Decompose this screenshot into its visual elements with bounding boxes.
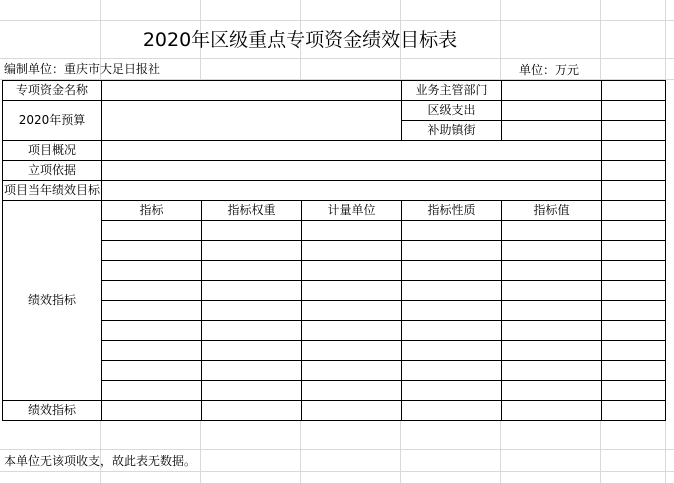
indicator-cell[interactable]	[402, 381, 502, 401]
indicator-cell[interactable]	[302, 321, 402, 341]
indicator-row	[3, 381, 666, 401]
indicator-cell[interactable]	[402, 261, 502, 281]
indicator-cell[interactable]	[402, 241, 502, 261]
indicator-cell[interactable]	[302, 381, 402, 401]
indicator-cell[interactable]	[202, 341, 302, 361]
indicator-cell[interactable]	[602, 341, 666, 361]
indicator-cell[interactable]	[402, 221, 502, 241]
indicator-row	[3, 261, 666, 281]
indicator-cell[interactable]	[302, 241, 402, 261]
indicator-cell[interactable]	[502, 221, 602, 241]
indicator-cell[interactable]	[402, 301, 502, 321]
indicator-cell[interactable]	[402, 341, 502, 361]
indicator-cell[interactable]	[502, 321, 602, 341]
indicator-cell[interactable]	[202, 281, 302, 301]
indicator-cell[interactable]	[402, 321, 502, 341]
indicator-cell[interactable]	[602, 301, 666, 321]
indicator-row	[3, 341, 666, 361]
indicator-cell[interactable]	[202, 381, 302, 401]
table-cell[interactable]	[602, 101, 666, 121]
subsidy-label: 补助镇街	[402, 121, 502, 141]
indicator-bottom-label: 绩效指标	[3, 401, 102, 421]
table-cell[interactable]	[602, 161, 666, 181]
table-cell[interactable]	[602, 141, 666, 161]
table-cell[interactable]	[602, 201, 666, 221]
indicator-row	[3, 301, 666, 321]
indicator-cell[interactable]	[102, 321, 202, 341]
indicator-cell[interactable]	[302, 341, 402, 361]
table-cell[interactable]	[602, 81, 666, 101]
indicator-cell[interactable]	[502, 281, 602, 301]
grid-line	[0, 20, 674, 21]
footer-note: 本单位无该项收支，故此表无数据。	[4, 454, 197, 468]
table-cell[interactable]	[102, 401, 202, 421]
grid-line	[0, 471, 674, 472]
indicator-cell[interactable]	[602, 381, 666, 401]
indicator-cell[interactable]	[202, 361, 302, 381]
overview-label: 项目概况	[3, 141, 102, 161]
performance-target-table	[2, 80, 666, 421]
page-title: 2020年区级重点专项资金绩效目标表	[142, 29, 458, 51]
indicator-cell[interactable]	[602, 241, 666, 261]
indicator-cell[interactable]	[102, 381, 202, 401]
indicator-cell[interactable]	[502, 361, 602, 381]
indicator-cell[interactable]	[202, 241, 302, 261]
indicator-cell[interactable]	[602, 281, 666, 301]
indicator-cell[interactable]	[502, 261, 602, 281]
indicator-header-nature: 指标性质	[402, 201, 502, 221]
indicator-cell[interactable]	[602, 221, 666, 241]
basis-label: 立项依据	[3, 161, 102, 181]
district-expense-value[interactable]	[502, 101, 602, 121]
indicator-cell[interactable]	[202, 261, 302, 281]
grid-line	[0, 449, 674, 450]
fund-name-value[interactable]	[102, 81, 402, 101]
indicator-cell[interactable]	[602, 321, 666, 341]
budget-label: 2020年预算	[3, 101, 102, 141]
dept-label: 业务主管部门	[402, 81, 502, 101]
indicator-header-weight: 指标权重	[202, 201, 302, 221]
indicator-cell[interactable]	[102, 361, 202, 381]
indicator-cell[interactable]	[102, 261, 202, 281]
indicator-cell[interactable]	[302, 361, 402, 381]
indicator-cell[interactable]	[402, 361, 502, 381]
indicator-row	[3, 241, 666, 261]
table-cell[interactable]	[502, 401, 602, 421]
indicator-cell[interactable]	[502, 301, 602, 321]
grid-line	[0, 58, 674, 59]
indicator-cell[interactable]	[202, 321, 302, 341]
indicator-cell[interactable]	[602, 261, 666, 281]
indicator-cell[interactable]	[102, 281, 202, 301]
table-cell[interactable]	[402, 401, 502, 421]
indicator-cell[interactable]	[602, 361, 666, 381]
indicator-header-indicator: 指标	[102, 201, 202, 221]
indicator-cell[interactable]	[502, 341, 602, 361]
indicator-cell[interactable]	[302, 281, 402, 301]
district-expense-label: 区级支出	[402, 101, 502, 121]
indicator-cell[interactable]	[202, 301, 302, 321]
indicator-cell[interactable]	[302, 221, 402, 241]
table-cell[interactable]	[602, 181, 666, 201]
indicator-section-label: 绩效指标	[3, 201, 102, 401]
indicator-cell[interactable]	[502, 241, 602, 261]
goal-value[interactable]	[102, 181, 602, 201]
indicator-header-value: 指标值	[502, 201, 602, 221]
table-cell[interactable]	[202, 401, 302, 421]
currency-unit: 单位：万元	[519, 63, 580, 77]
subsidy-value[interactable]	[502, 121, 602, 141]
budget-value[interactable]	[102, 101, 402, 141]
fund-name-label: 专项资金名称	[3, 81, 102, 101]
indicator-cell[interactable]	[102, 241, 202, 261]
indicator-cell[interactable]	[102, 341, 202, 361]
indicator-cell[interactable]	[202, 221, 302, 241]
indicator-header-unit: 计量单位	[302, 201, 402, 221]
indicator-cell[interactable]	[102, 221, 202, 241]
indicator-cell[interactable]	[302, 301, 402, 321]
compiling-unit: 编制单位：重庆市大足日报社	[4, 62, 161, 76]
goal-label: 项目当年绩效目标	[3, 181, 102, 201]
table-cell[interactable]	[602, 121, 666, 141]
indicator-cell[interactable]	[302, 261, 402, 281]
indicator-cell[interactable]	[102, 301, 202, 321]
basis-value[interactable]	[102, 161, 602, 181]
indicator-row	[3, 321, 666, 341]
indicator-row	[3, 281, 666, 301]
indicator-cell[interactable]	[402, 281, 502, 301]
indicator-row	[3, 221, 666, 241]
table-cell[interactable]	[302, 401, 402, 421]
overview-value[interactable]	[102, 141, 602, 161]
indicator-cell[interactable]	[502, 381, 602, 401]
table-cell[interactable]	[602, 401, 666, 421]
dept-value[interactable]	[502, 81, 602, 101]
indicator-row	[3, 361, 666, 381]
